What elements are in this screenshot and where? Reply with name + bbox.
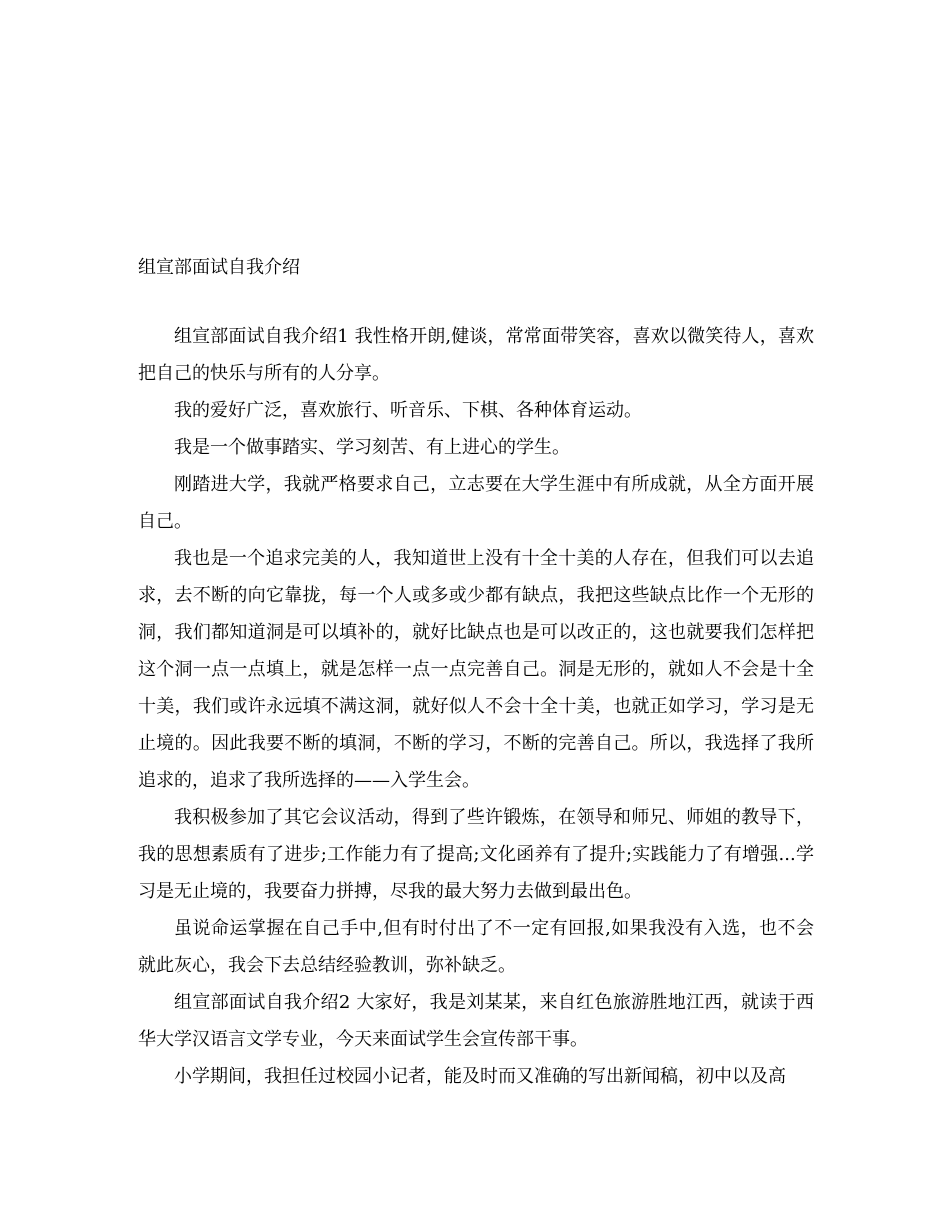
document-title: 组宣部面试自我介绍: [138, 257, 300, 278]
document-body: [138, 318, 814, 1095]
paragraph-intro-1: 组宣部面试自我介绍1 我性格开朗,健谈，常常面带笑容，喜欢以微笑待人，喜欢把自己的快乐与所有的人分享。: [138, 326, 814, 384]
paragraph-university: 刚踏进大学，我就严格要求自己，立志要在大学生涯中有所成就，从全方面开展自己。: [138, 474, 814, 532]
paragraph-perfection: 我也是一个追求完美的人，我知道世上没有十全十美的人存在，但我们可以去追求，去不断的向它靠拢，每一个人或多或少都有缺点，我把这些缺点比作一个无形的洞，我们都知道洞是可以填补的，就好比缺点也是可以改正的，这也就要我们怎样把这个洞一点一点填上，就是怎样一点一点完善自己。洞是无形的，就如人不会是十全十美，我们或许永远填不满这洞，就好似人不会十全十美，也就正如学习，学习是无止境的。因此我要不断的填洞，不断的学习，不断的完善自己。所以，我选择了我所追求的，追求了我所选择的——入学生会。: [138, 548, 814, 791]
paragraph-activities: 我积极参加了其它会议活动，得到了些许锻炼，在领导和师兄、师姐的教导下，我的思想素质有了进步;工作能力有了提高;文化函养有了提升;实践能力了有增强...学习是无止境的，我要奋力拼搏，尽我的最大努力去做到最出色。: [138, 807, 814, 902]
paragraph-student: 我是一个做事踏实、学习刻苦、有上进心的学生。: [174, 437, 570, 458]
paragraph-destiny: 虽说命运掌握在自己手中,但有时付出了不一定有回报,如果我没有入选，也不会就此灰心，我会下去总结经验教训，弥补缺乏。: [138, 918, 814, 976]
paragraph-hobbies: 我的爱好广泛，喜欢旅行、听音乐、下棋、各种体育运动。: [174, 400, 642, 421]
paragraph-primary-school: 小学期间，我担任过校园小记者，能及时而又准确的写出新闻稿，初中以及高: [174, 1066, 786, 1087]
paragraph-intro-2: 组宣部面试自我介绍2 大家好，我是刘某某，来自红色旅游胜地江西，就读于西华大学汉语言文学专业，今天来面试学生会宣传部干事。: [138, 992, 814, 1050]
